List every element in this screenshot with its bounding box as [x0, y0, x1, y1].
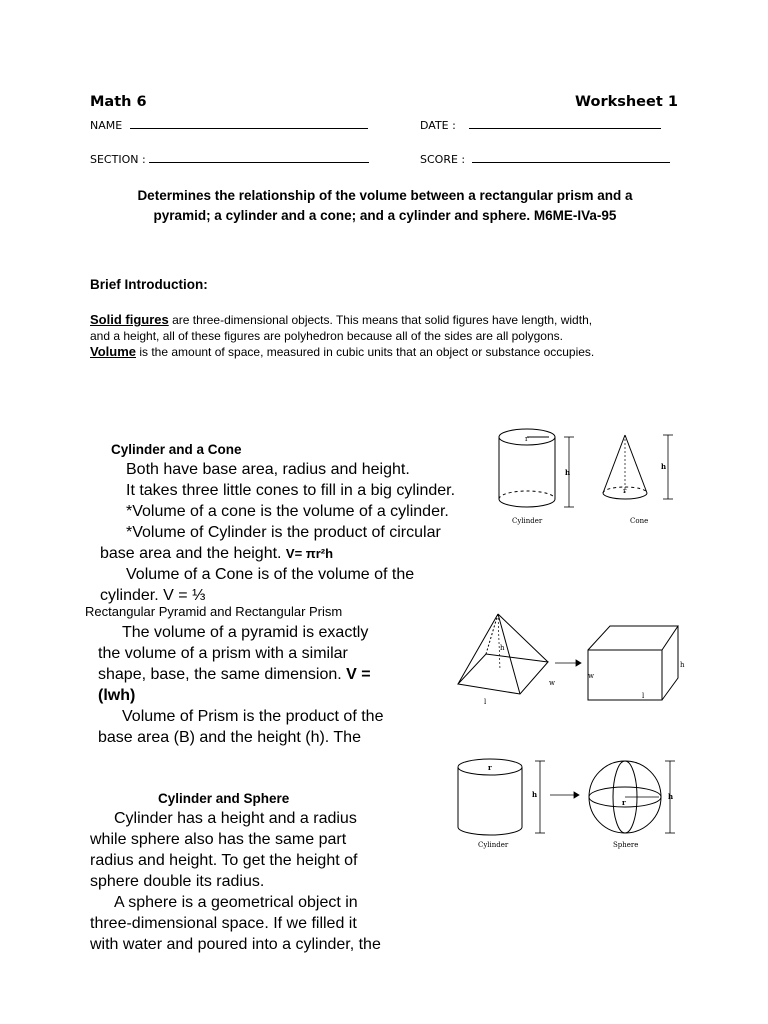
- name-blank[interactable]: [130, 118, 368, 129]
- sphere-line-3: radius and height. To get the height of: [90, 852, 358, 869]
- sphere-line-6: three-dimensional space. If we filled it: [90, 915, 357, 932]
- sphere-line-5: A sphere is a geometrical object in: [114, 894, 358, 911]
- intro-text-2: is the amount of space, measured in cubic units that an object or substance occupies.: [136, 345, 595, 359]
- prism-l-label: l: [642, 692, 645, 700]
- cone-r-label: r: [623, 487, 627, 495]
- cone-line-7: cylinder. V = ⅓: [100, 587, 206, 604]
- intro-text-1b: and a height, all of these figures are polyhedron because all of the sides are all polygons.: [90, 329, 563, 343]
- section-pyramid-title: Rectangular Pyramid and Rectangular Prism: [85, 604, 343, 619]
- term-volume: Volume: [90, 344, 136, 359]
- sphere-r-label: r: [622, 798, 626, 807]
- sphere-caption: Sphere: [613, 841, 639, 849]
- section-cone-title: Cylinder and a Cone: [111, 442, 242, 457]
- arrow-icon: [555, 660, 581, 666]
- pyramid-line-1: The volume of a pyramid is exactly: [122, 624, 369, 641]
- cone-line-4: *Volume of Cylinder is the product of circular: [126, 524, 441, 541]
- cylinder2-caption: Cylinder: [478, 841, 509, 849]
- sphere-line-4: sphere double its radius.: [90, 873, 265, 890]
- cone-line-6: Volume of a Cone is of the volume of the: [126, 566, 415, 583]
- score-field: [420, 152, 670, 166]
- objective-line-1: Determines the relationship of the volume between a rectangular prism and a: [137, 188, 633, 203]
- pyramid-line-2: the volume of a prism with a similar: [98, 645, 348, 662]
- sphere-shape: [589, 761, 675, 833]
- cone-caption: Cone: [630, 517, 649, 525]
- intro-heading: Brief Introduction:: [90, 277, 208, 292]
- date-label: DATE :: [420, 119, 456, 132]
- cylinder-sphere-figure: [450, 755, 690, 855]
- sphere-line-1: Cylinder has a height and a radius: [114, 810, 357, 827]
- pyramid-line-5: Volume of Prism is the product of the: [122, 708, 384, 725]
- cylinder-cone-figure: [492, 423, 692, 533]
- arrow-icon: [550, 792, 579, 798]
- section-sphere-text: [90, 808, 430, 953]
- section-label: SECTION :: [90, 153, 146, 166]
- cylinder-r-label: r: [525, 435, 529, 443]
- objective-line-2: pyramid; a cylinder and a cone; and a cylinder and sphere. M6ME-IVa-95: [153, 208, 617, 223]
- subject-title: Math 6: [90, 94, 147, 110]
- pyramid-h-label: h: [500, 644, 505, 652]
- score-blank[interactable]: [472, 152, 670, 163]
- cylinder-caption: Cylinder: [512, 517, 543, 525]
- sphere-line-2: while sphere also has the same part: [90, 831, 347, 848]
- sphere-line-7: with water and poured into a cylinder, the: [90, 936, 381, 953]
- pyramid-line-6: base area (B) and the height (h). The: [98, 729, 361, 746]
- cone-line-2: It takes three little cones to fill in a big cylinder.: [126, 482, 456, 499]
- pyramid-formula-v: V =: [346, 666, 371, 683]
- section-cone-text: [100, 459, 500, 604]
- objective: [80, 186, 690, 226]
- cone-line-3: *Volume of a cone is the volume of a cylinder.: [126, 503, 449, 520]
- cylinder-h-label: h: [565, 468, 571, 477]
- cylinder2-r-label: r: [488, 763, 492, 772]
- pyramid-formula-lwh: (lwh): [98, 687, 136, 704]
- sphere-h-label: h: [668, 792, 674, 801]
- cone-line-1: Both have base area, radius and height.: [126, 461, 410, 478]
- prism-shape: [588, 626, 678, 700]
- pyramid-shape: [458, 614, 548, 694]
- pyramid-line-3: shape, base, the same dimension.: [98, 666, 347, 683]
- section-pyramid-text: [98, 622, 428, 746]
- section-blank[interactable]: [149, 152, 369, 163]
- pyramid-w-label: w: [549, 679, 555, 687]
- score-label: SCORE :: [420, 153, 466, 166]
- cylinder-shape: [499, 429, 574, 507]
- term-solid-figures: Solid figures: [90, 312, 169, 327]
- name-label: NAME: [90, 119, 123, 132]
- cylinder2-h-label: h: [532, 790, 538, 799]
- prism-h-label: h: [680, 661, 685, 669]
- date-blank[interactable]: [469, 118, 661, 129]
- prism-w-label: w: [588, 672, 594, 680]
- intro-text-1a: are three-dimensional objects. This means that solid figures have length, width,: [168, 313, 593, 327]
- intro-paragraph: [90, 312, 690, 360]
- worksheet-title: Worksheet 1: [575, 94, 678, 110]
- date-field: [420, 118, 661, 132]
- pyramid-l-label: l: [484, 698, 487, 706]
- cone-h-label: h: [661, 462, 667, 471]
- pyramid-prism-figure: [452, 612, 692, 707]
- name-field: [90, 118, 368, 132]
- section-field: [90, 152, 369, 166]
- cylinder-formula: V= πr²h: [285, 546, 334, 561]
- section-sphere-title: Cylinder and Sphere: [158, 791, 290, 806]
- cone-line-5: base area and the height.: [100, 545, 286, 562]
